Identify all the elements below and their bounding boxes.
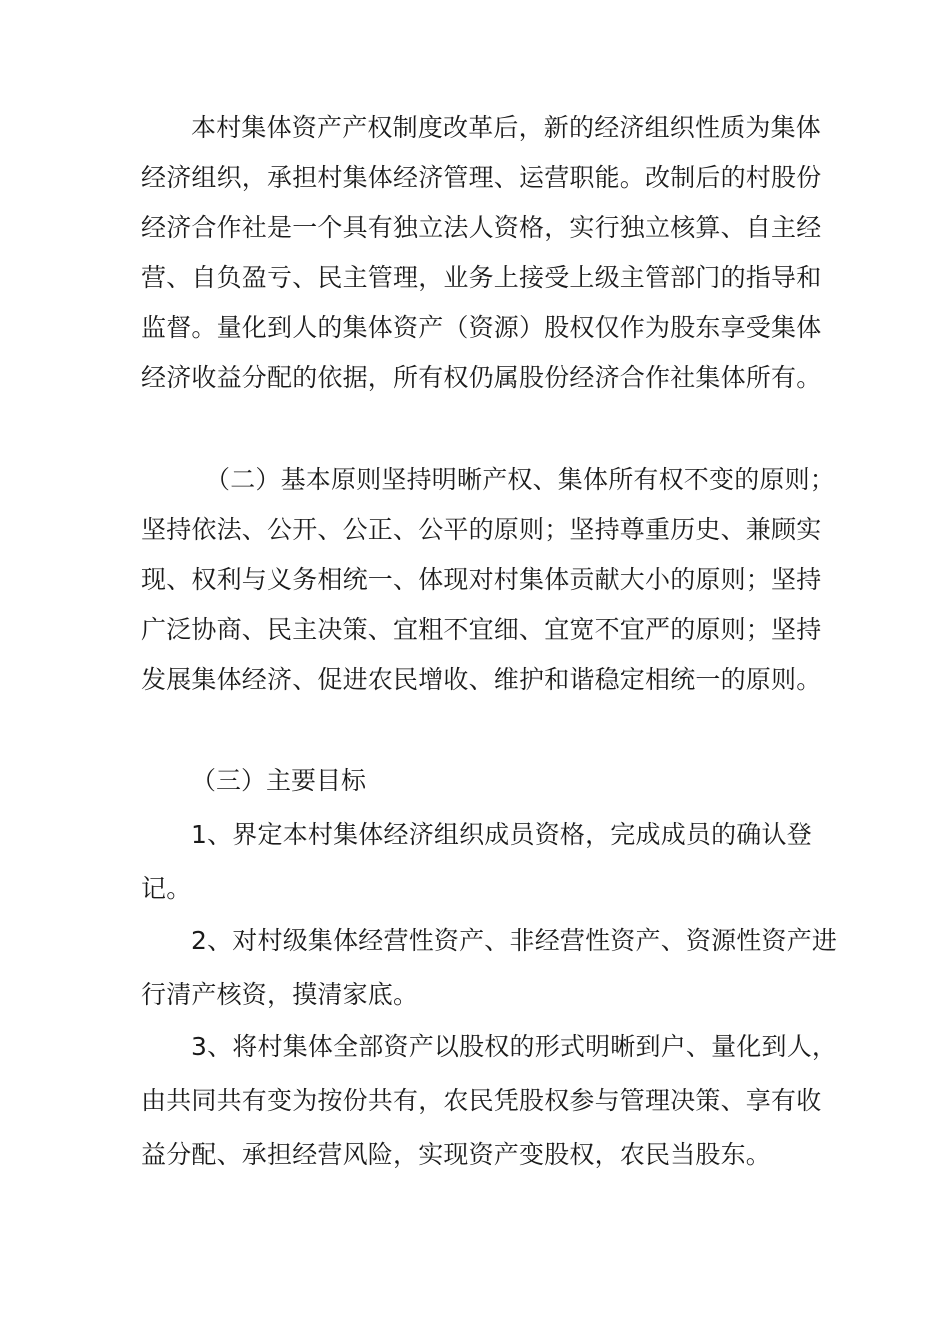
goal-item-1: 1、界定本村集体经济组织成员资格，完成成员的确认登记。 <box>141 820 812 903</box>
goal-item-3: 3、将村集体全部资产以股权的形式明晰到户、量化到人，由共同共有变为按份共有，农民凭股权参与管理决策、享有收益分配、承担经营风险，实现资产变股权，农民当股东。 <box>141 1032 838 1169</box>
section-heading-main-goals: （三）主要目标 <box>191 766 367 795</box>
goal-item-2: 2、对村级集体经营性资产、非经营性资产、资源性资产进行清产核资，摸清家底。 <box>141 926 838 1009</box>
paragraph-basic-principles: （二）基本原则坚持明晰产权、集体所有权不变的原则；坚持依法、公开、公正、公平的原则；坚持尊重历史、兼顾实现、权利与义务相统一、体现对村集体贡献大小的原则；坚持广泛协商、民主决策、宜粗不宜细、宜宽不宜严的原则；坚持发展集体经济、促进农民增收、维护和谐稳定相统一的原则。 <box>141 465 836 694</box>
paragraph-reform-nature: 本村集体资产产权制度改革后，新的经济组织性质为集体经济组织，承担村集体经济管理、运营职能。改制后的村股份经济合作社是一个具有独立法人资格，实行独立核算、自主经营、自负盈亏、民主管理，业务上接受上级主管部门的指导和监督。量化到人的集体资产（资源）股权仅作为股东享受集体经济收益分配的依据，所有权仍属股份经济合作社集体所有。 <box>141 113 822 392</box>
